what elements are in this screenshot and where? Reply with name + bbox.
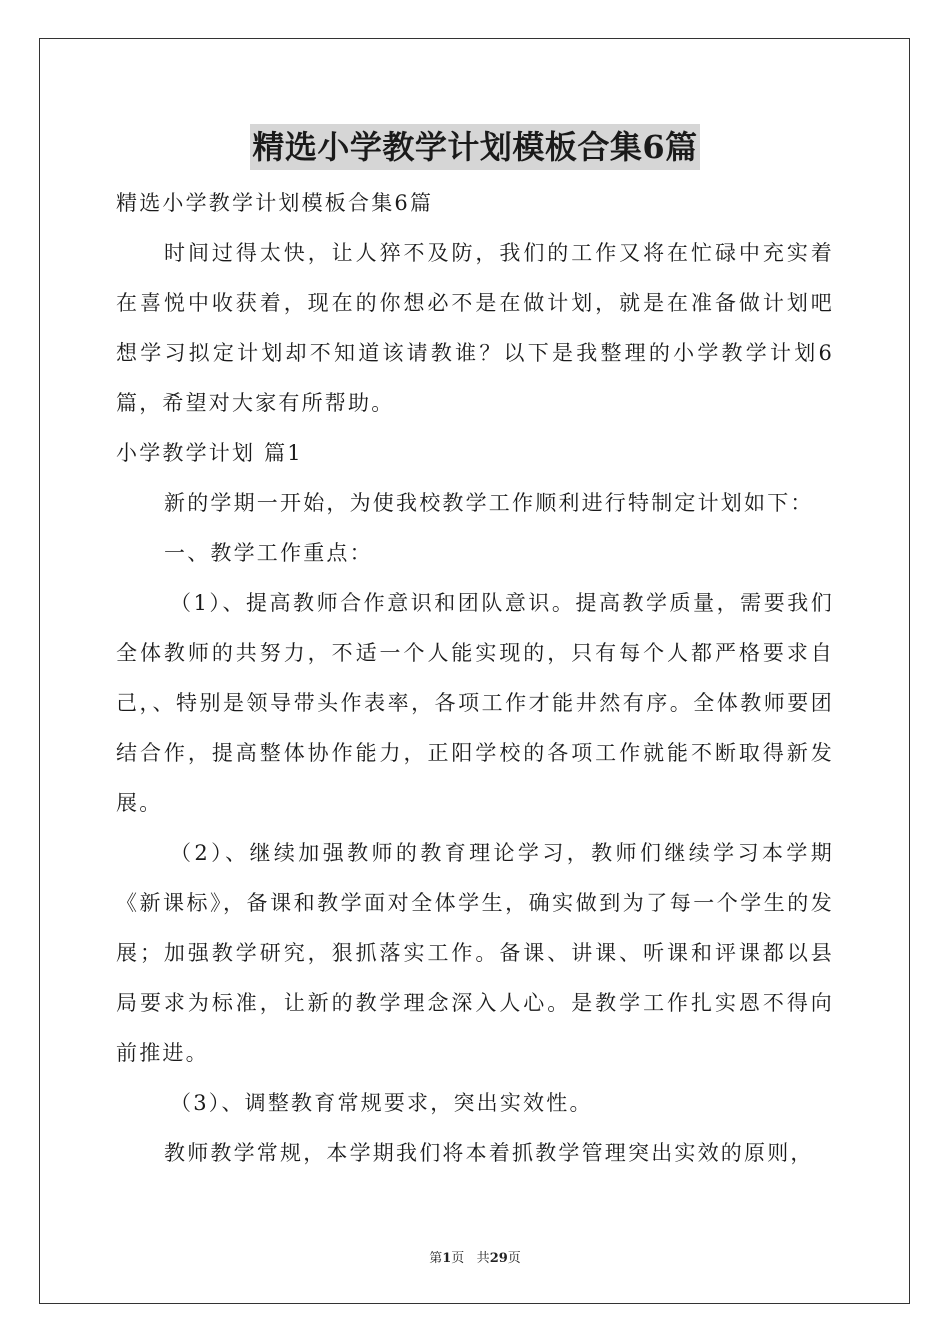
paragraph: 新的学期一开始，为使我校教学工作顺利进行特制定计划如下： — [164, 491, 814, 515]
document-subtitle: 精选小学教学计划模板合集6篇 — [116, 191, 434, 215]
footer-total-prefix: 共 — [476, 1251, 490, 1266]
paragraph: 教师教学常规，本学期我们将本着抓教学管理突出实效的原则， — [164, 1141, 814, 1165]
footer-page-suffix: 页 — [451, 1251, 465, 1266]
footer-page-number: 1 — [442, 1251, 452, 1266]
document-title: 精选小学教学计划模板合集6篇 — [250, 124, 699, 170]
paragraph: （1）、提高教师合作意识和团队意识。提高教学质量，需要我们全体教师的共努力，不适一个人能实现的，只有每个人都严格要求自己，、特别是领导带头作表率，各项工作才能井然有序。全体教师要团结合作，提高整体协作能力，正阳学校的各项工作就能不断取得新发展。 — [116, 591, 834, 815]
document-body — [116, 178, 834, 1178]
footer-prefix: 第 — [429, 1251, 443, 1266]
page-footer — [0, 1247, 950, 1266]
paragraph-intro: 时间过得太快，让人猝不及防，我们的工作又将在忙碌中充实着在喜悦中收获着，现在的你想必不是在做计划，就是在准备做计划吧想学习拟定计划却不知道该请教谁？以下是我整理的小学教学计划6篇，希望对大家有所帮助。 — [116, 241, 834, 415]
paragraph: 一、教学工作重点： — [164, 541, 373, 565]
footer-total-suffix: 页 — [507, 1251, 521, 1266]
paragraph: （2）、继续加强教师的教育理论学习，教师们继续学习本学期《新课标》，备课和教学面对全体学生，确实做到为了每一个学生的发展；加强教学研究，狠抓落实工作。备课、讲课、听课和评课都以县局要求为标准，让新的教学理念深入人心。是教学工作扎实恩不得向前推进。 — [116, 841, 834, 1065]
section-heading: 小学教学计划 篇1 — [116, 441, 303, 465]
paragraph: （3）、调整教育常规要求，突出实效性。 — [170, 1091, 593, 1115]
footer-total-pages: 29 — [489, 1251, 508, 1266]
title-wrap — [0, 124, 950, 170]
